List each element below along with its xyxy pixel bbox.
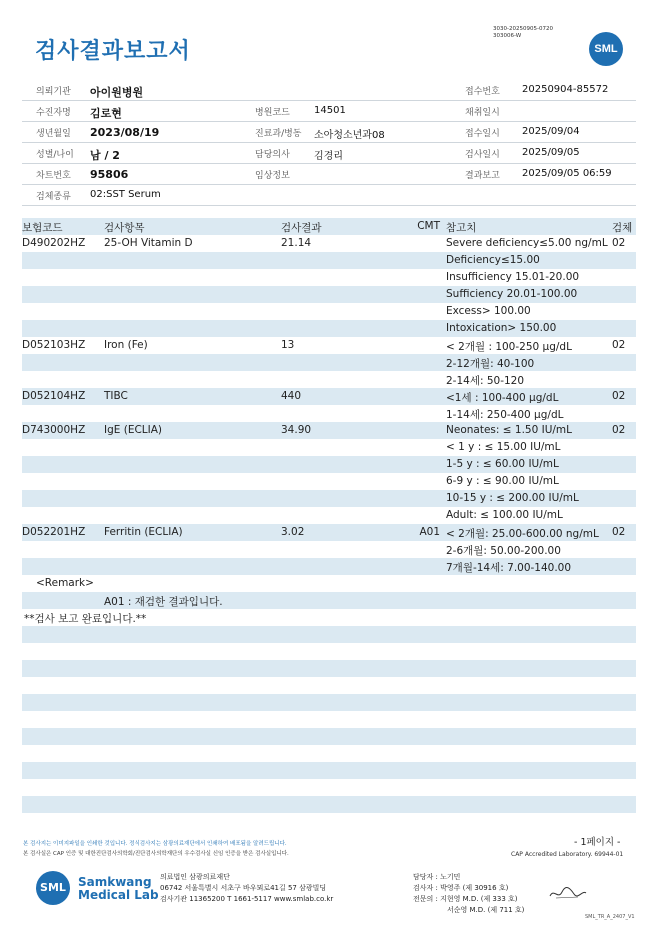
table-row <box>22 337 636 354</box>
table-row <box>22 745 636 762</box>
cell-code: D052104HZ <box>22 390 86 402</box>
column-header: 검사항목 <box>104 222 145 234</box>
cell-ref: < 2개월 : 100-250 μg/dL <box>446 341 572 353</box>
table-row <box>22 694 636 711</box>
document-id-line: 303006-W <box>493 33 522 39</box>
cell-ref: 6-9 y : ≤ 90.00 IU/mL <box>446 475 559 487</box>
cell-result: 440 <box>281 390 302 402</box>
field-label: 생년월일 <box>36 129 71 139</box>
table-row <box>22 558 636 575</box>
cell-result: 3.02 <box>281 526 305 538</box>
brand-line: Samkwang <box>78 875 152 889</box>
cell-ref: 7개월-14세: 7.00-140.00 <box>446 562 572 574</box>
field-label: 임상정보 <box>255 171 290 181</box>
table-row <box>22 235 636 252</box>
cell-spec: 02 <box>612 526 626 538</box>
sml-brand-logo: SML <box>36 871 70 905</box>
document-id-line: 3030-20250905-0720 <box>493 26 553 32</box>
column-header: 검체 <box>612 222 633 234</box>
footer-accreditation: 본 검사실은 CAP 인증 및 대한진단검사의학회/진단검사의학재단의 우수검사실 신임 인증을 받은 검사실입니다. <box>23 851 289 857</box>
report-datetime: 2025/09/05 06:59 <box>522 168 612 179</box>
field-label: 채취일시 <box>465 108 500 118</box>
address-line: 06742 서울특별시 서초구 바우뫼로41길 57 삼광빌딩 <box>160 884 327 892</box>
field-label: 접수번호 <box>465 87 500 97</box>
remark-title: <Remark> <box>36 577 94 589</box>
complete-row <box>22 609 636 626</box>
column-header: 검사결과 <box>281 222 322 234</box>
staff-line: 전문의 : 지현영 M.D. (제 333 호) <box>413 895 518 903</box>
patient-name: 김로현 <box>90 107 122 120</box>
table-row <box>22 779 636 796</box>
cell-ref: Excess> 100.00 <box>446 305 531 317</box>
column-header: CMT <box>417 220 440 232</box>
test-date: 2025/09/05 <box>522 147 580 158</box>
cell-spec: 02 <box>612 339 626 351</box>
field-label: 성별/나이 <box>36 150 74 160</box>
cell-ref: <1세 : 100-400 μg/dL <box>446 392 559 404</box>
table-row <box>22 813 636 830</box>
cell-name: Ferritin (ECLIA) <box>104 526 183 538</box>
cell-ref: Sufficiency 20.01-100.00 <box>446 288 578 300</box>
table-row <box>22 507 636 524</box>
cell-spec: 02 <box>612 237 626 249</box>
cell-code: D052103HZ <box>22 339 86 351</box>
staff-list <box>413 872 524 916</box>
table-row <box>22 320 636 337</box>
cell-name: Iron (Fe) <box>104 339 148 351</box>
column-header: 보험코드 <box>22 222 63 234</box>
form-version: SML_TR_A_2407_V1 <box>585 914 635 920</box>
table-row <box>22 643 636 660</box>
report-title: 검사결과보고서 <box>35 39 191 64</box>
sml-logo: SML <box>589 32 623 66</box>
cell-ref: Insufficiency 15.01-20.00 <box>446 271 580 283</box>
table-row <box>22 405 636 422</box>
cell-code: D743000HZ <box>22 424 86 436</box>
birth-date: 2023/08/19 <box>90 126 160 139</box>
remark-title-row <box>22 575 636 592</box>
field-label: 병원코드 <box>255 108 290 118</box>
header-row <box>22 163 636 185</box>
table-header <box>22 218 636 235</box>
table-row <box>22 677 636 694</box>
table-row <box>22 422 636 439</box>
cell-ref: 1-14세: 250-400 μg/dL <box>446 409 564 421</box>
cap-accreditation: CAP Accredited Laboratory. 69944-01 <box>511 851 624 858</box>
header-row <box>22 121 636 143</box>
field-label: 차트번호 <box>36 171 71 181</box>
table-row <box>22 711 636 728</box>
brand-name <box>78 876 159 902</box>
field-label: 접수일시 <box>465 129 500 139</box>
column-header: 참고치 <box>446 222 477 234</box>
table-row <box>22 728 636 745</box>
document-id <box>493 26 553 40</box>
table-row <box>22 252 636 269</box>
department: 소아청소년과08 <box>314 130 385 141</box>
table-row <box>22 626 636 643</box>
table-row <box>22 388 636 405</box>
cell-result: 13 <box>281 339 295 351</box>
specimen-type: 02:SST Serum <box>90 189 161 200</box>
cell-ref: Neonates: ≤ 1.50 IU/mL <box>446 424 572 436</box>
footer-notice: 본 검사지는 이미지파일을 인쇄한 것입니다. 정식검사지는 삼광의료재단에서 인쇄하여 배포됨을 알려드립니다. <box>23 841 287 847</box>
cell-ref: 2-12개월: 40-100 <box>446 358 535 370</box>
header-row <box>22 142 636 164</box>
hospital-code: 14501 <box>314 105 346 116</box>
table-row <box>22 762 636 779</box>
cell-name: TIBC <box>104 390 128 402</box>
cell-ref: 2-6개월: 50.00-200.00 <box>446 545 561 557</box>
cell-ref: Severe deficiency≤5.00 ng/mL <box>446 237 608 249</box>
sex-age: 남 / 2 <box>90 149 120 162</box>
header-row <box>22 100 636 122</box>
table-row <box>22 490 636 507</box>
table-row <box>22 269 636 286</box>
chart-number: 95806 <box>90 168 129 181</box>
field-label: 검체종류 <box>36 192 71 202</box>
cell-ref: 2-14세: 50-120 <box>446 375 525 387</box>
results-table <box>22 218 636 830</box>
table-row <box>22 473 636 490</box>
table-row <box>22 524 636 541</box>
field-label: 결과보고 <box>465 171 500 181</box>
doctor-name: 김경리 <box>314 151 343 162</box>
cell-spec: 02 <box>612 390 626 402</box>
table-row <box>22 541 636 558</box>
table-row <box>22 456 636 473</box>
remark-row <box>22 592 636 609</box>
brand-line: Medical Lab <box>78 888 159 902</box>
cell-code: D052201HZ <box>22 526 86 538</box>
staff-line: 담당자 : 노기민 <box>413 873 461 881</box>
staff-line: 서순영 M.D. (제 711 호) <box>447 906 525 914</box>
cell-spec: 02 <box>612 424 626 436</box>
cell-name: 25-OH Vitamin D <box>104 237 193 249</box>
report-complete-text: **검사 보고 완료입니다.** <box>24 613 147 625</box>
cell-ref: < 2개월: 25.00-600.00 ng/mL <box>446 528 599 540</box>
address-line: 의료법인 삼광의료재단 <box>160 873 230 881</box>
receipt-date: 2025/09/04 <box>522 126 580 137</box>
field-label: 검사일시 <box>465 150 500 160</box>
field-label: 수진자명 <box>36 108 71 118</box>
remark-text: A01 : 재검한 결과입니다. <box>104 596 223 608</box>
field-label: 담당의사 <box>255 150 290 160</box>
table-row <box>22 286 636 303</box>
header-row <box>22 79 636 101</box>
header-row <box>22 184 636 206</box>
cell-result: 34.90 <box>281 424 312 436</box>
institution-value: 아이원병원 <box>90 86 144 99</box>
page-number: - 1페이지 - <box>574 837 621 848</box>
table-row <box>22 439 636 456</box>
cell-ref: Deficiency≤15.00 <box>446 254 540 266</box>
table-row <box>22 796 636 813</box>
field-label: 진료과/병동 <box>255 129 302 139</box>
table-row <box>22 660 636 677</box>
receipt-number: 20250904-85572 <box>522 84 609 95</box>
cell-ref: < 1 y : ≤ 15.00 IU/mL <box>446 441 561 453</box>
staff-line: 검사자 : 박영주 (제 30916 호) <box>413 884 509 892</box>
table-row <box>22 371 636 388</box>
table-row <box>22 303 636 320</box>
cell-ref: Intoxication> 150.00 <box>446 322 557 334</box>
cell-cmt: A01 <box>419 526 440 538</box>
cell-code: D490202HZ <box>22 237 86 249</box>
signature-image <box>548 884 588 902</box>
cell-ref: Adult: ≤ 100.00 IU/mL <box>446 509 563 521</box>
cell-result: 21.14 <box>281 237 312 249</box>
lab-address <box>160 872 333 905</box>
cell-ref: 1-5 y : ≤ 60.00 IU/mL <box>446 458 559 470</box>
address-line: 검사기관 11365200 T 1661-5117 www.smlab.co.kr <box>160 895 334 903</box>
field-label: 의뢰기관 <box>36 87 71 97</box>
table-row <box>22 354 636 371</box>
cell-name: IgE (ECLIA) <box>104 424 163 436</box>
cell-ref: 10-15 y : ≤ 200.00 IU/mL <box>446 492 579 504</box>
